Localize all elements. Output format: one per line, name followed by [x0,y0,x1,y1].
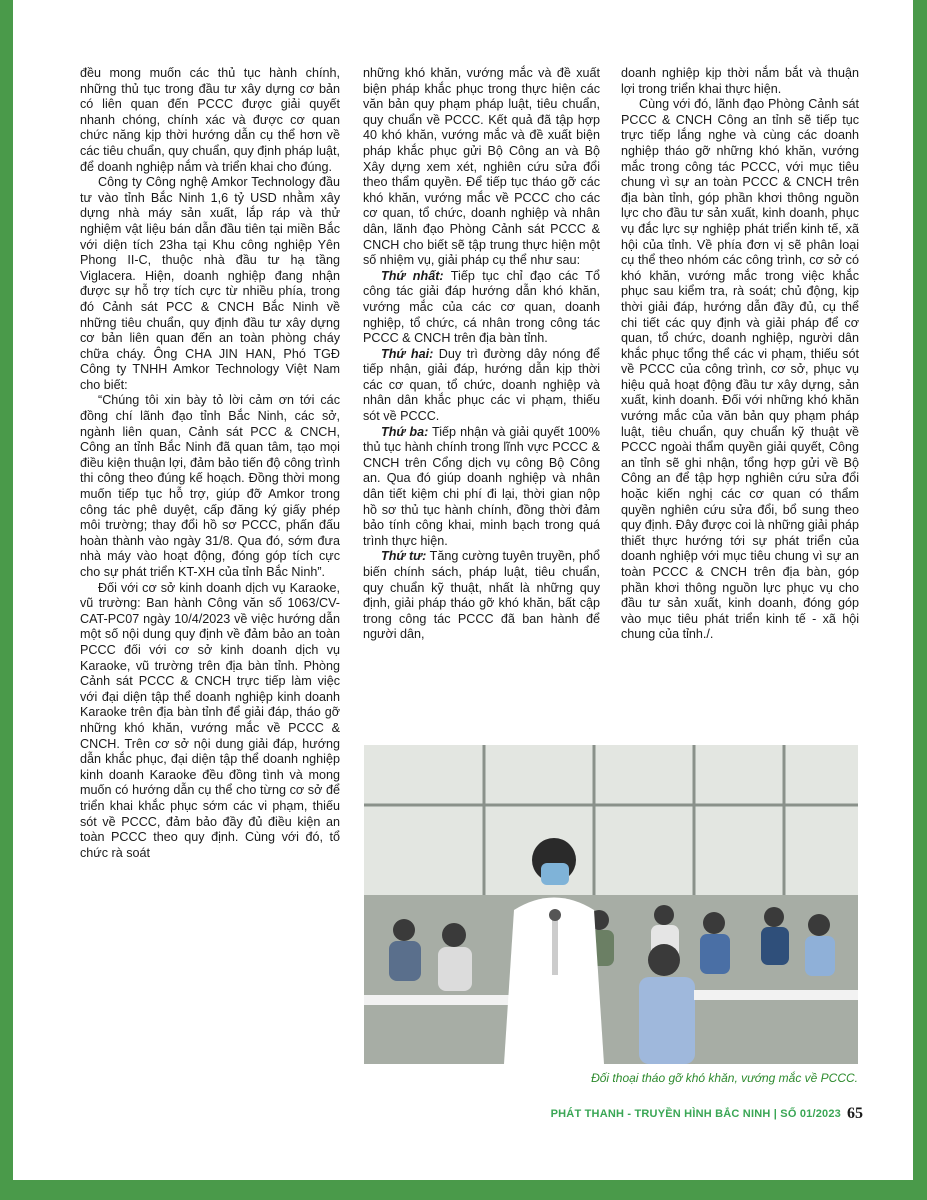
list-item [363,347,600,425]
text-column-1 [80,66,340,861]
list-item [363,425,600,550]
list-lead: Thứ ba: [381,424,429,439]
quote-paragraph: “Chúng tôi xin bày tỏ lời cảm ơn tới các đồng chí lãnh đạo tỉnh Bắc Ninh, các sở, ngành liên quan, Cảnh sát PCC & CNCH, Công an tỉnh Bắc Ninh đã quan tâm, tạo mọi điều kiện thuận lợi, đảm bảo tiến độ công trình thi công theo đúng kế hoạch. Đồng thời mong muốn tiếp tục hỗ trợ, giúp đỡ Amkor trong công tác phê duyệt, cấp đăng ký giấy phép môi trường; thay đổi hồ sơ PCCC, phấn đấu hoàn thành vào ngày 31/8. Qua đó, sớm đưa nhà máy vào hoạt động, đóng góp tích cực cho sự phát triển KT-XH của tỉnh Bắc Ninh”. [80,393,340,579]
list-text: Tăng cường tuyên truyền, phổ biến chính sách, pháp luật, tiêu chuẩn, quy chuẩn kỹ thuật, nhất là những quy định, giải pháp tháo gỡ khó khăn, bất cập trong công tác PCCC đã ban hành để người dân, [363,549,600,642]
list-lead: Thứ tư: [381,549,427,564]
text-column-3 [621,66,859,643]
meeting-photo-illustration [364,745,858,1064]
list-item [363,549,600,643]
page-footer [550,1102,863,1126]
paragraph: những khó khăn, vướng mắc và đề xuất biện pháp khắc phục trong thực hiện các văn bản quy phạm pháp luật, tiêu chuẩn, quy chuẩn về PCCC. Kết quả đã tập hợp 40 khó khăn, vướng mắc và đề xuất biện pháp khắc phục gửi Bộ Công an và Bộ Xây dựng xem xét, nghiên cứu sửa đổi theo thẩm quyền. Để tiếp tục tháo gỡ các khó khăn, vướng mắc về PCCC cho các cơ quan, tổ chức, doanh nghiệp và nhân dân, lãnh đạo Phòng Cảnh sát PCCC & CNCH cho biết sẽ tập trung thực hiện một số nhiệm vụ, giải pháp cụ thể như sau: [363,66,600,268]
paragraph: Công ty Công nghệ Amkor Technology đầu tư vào tỉnh Bắc Ninh 1,6 tỷ USD nhằm xây dựng nhà máy sản xuất, lắp ráp và thử nghiệm vật liệu bán dẫn đầu tiên tại miền Bắc với diện tích 23ha tại Khu công nghiệp Yên Phong II-C, thuộc nhà đầu tư hạ tầng Viglacera. Hiện, doanh nghiệp đang nhận được sự hỗ trợ tích cực từ nhiều phía, trong đó Cảnh sát PCC & CNCH Bắc Ninh về những tiêu chuẩn, quy định đầu tư xây dựng cơ bản liên quan đến an toàn phòng cháy chữa cháy. Ông CHA JIN HAN, Phó TGĐ Công ty TNHH Amkor Technology Việt Nam cho biết: [80,175,340,392]
list-lead: Thứ nhất: [381,268,444,283]
publication-name: PHÁT THANH - TRUYỀN HÌNH BẮC NINH | SỐ 01/2023 [550,1108,841,1120]
paragraph: doanh nghiệp kịp thời nắm bắt và thuận lợi trong triển khai thực hiện. [621,66,859,96]
meeting-photo [364,745,858,1064]
paragraph: đều mong muốn các thủ tục hành chính, những thủ tục trong đầu tư xây dựng cơ bản có liên quan đến PCCC được giải quyết nhanh chóng, chính xác và được cơ quan chức năng kịp thời hướng dẫn cụ thể hơn về các tiêu chuẩn, quy chuẩn, quy định pháp luật, để doanh nghiệp nắm và triển khai cho đúng. [80,66,340,174]
paragraph: Đối với cơ sở kinh doanh dịch vụ Karaoke, vũ trường: Ban hành Công văn số 1063/CV-CAT-PC07 ngày 10/4/2023 về việc hướng dẫn một số nội dung quy định về đảm bảo an toàn PCCC đối với cơ sở kinh doanh dịch vụ Karaoke, vũ trường trên địa bàn tỉnh. Phòng Cảnh sát PCCC & CNCH trực tiếp làm việc với đại diện tập thể doanh nghiệp kinh doanh Karaoke trên địa bàn tỉnh để giải đáp, tháo gỡ những khó khăn, vướng mắc về PCCC & CNCH. Trên cơ sở nội dung giải đáp, hướng dẫn khắc phục, đại diện tập thể doanh nghiệp kinh doanh Karaoke đều đồng tình và mong muốn có hướng dẫn cụ thể cho từng cơ sở để triển khai khắc phục sớm các vi phạm, thiếu sót về PCCC, đảm bảo đầy đủ điều kiện an toàn PCCC theo quy định. Cùng với đó, tổ chức rà soát [80,580,340,860]
list-text: Duy trì đường dây nóng để tiếp nhận, giải đáp, hướng dẫn kịp thời các cơ quan, tổ chức, doanh nghiệp và nhân dân khắc phục các vi phạm, thiếu sót về PCCC. [363,346,600,424]
magazine-page [13,0,913,1180]
list-lead: Thứ hai: [381,346,434,361]
list-text: Tiếp tục chỉ đạo các Tổ công tác giải đáp hướng dẫn khó khăn, vướng mắc của các cơ quan, doanh nghiệp, tổ chức, cá nhân trong công tác PCCC & CNCH trên địa bàn tỉnh. [363,268,600,346]
paragraph: Cùng với đó, lãnh đạo Phòng Cảnh sát PCCC & CNCH Công an tỉnh sẽ tiếp tục trực tiếp lắng nghe và cùng các doanh nghiệp tháo gỡ những khó khăn, vướng mắc trong công tác PCCC, với mục tiêu chung vì sự an toàn PCCC & CNCH trên địa bàn tỉnh, góp phần khơi thông nguồn lực cho đầu tư sản xuất, kinh doanh, phục vụ đắc lực sự nghiệp phát triển kinh tế, xã hội của tỉnh. Về phía đơn vị sẽ phân loại cụ thể theo nhóm các công trình, cơ sở có khó khăn, vướng mắc trong việc khắc phục sau kiểm tra, rà soát; chủ động, kịp thời giải đáp, hướng dẫn đầy đủ, cụ thể chi tiết các quy định và giải pháp để cơ quan, tổ chức, doanh nghiệp, người dân khắc phục tổng thể các vi phạm, thiếu sót về PCCC của công trình, cơ sở, phục vụ hiệu quả hoạt động đầu tư xây dựng, sản xuất, kinh doanh. Đối với những khó khăn vướng mắc của văn bản quy phạm pháp luật, tiêu chuẩn, quy chuẩn kỹ thuật về PCCC ngoài thẩm quyền giải quyết, Công an tỉnh sẽ ghi nhận, tổng hợp gửi về Bộ Công an để tập hợp nghiên cứu sửa đổi hoặc kiến nghị các cơ quan có thẩm quyền nghiên cứu sửa đổi, bổ sung theo quy định. Đây được coi là những giải pháp thiết thực hướng tới sự phát triển của doanh nghiệp với mục tiêu chung vì sự an toàn PCCC & CNCH trên địa bàn, góp phần khơi thông nguồn lực phục vụ cho đầu tư sản xuất, kinh doanh, đóng góp vào mục tiêu phát triển kinh tế - xã hội chung của tỉnh./. [621,97,859,642]
list-text: Tiếp nhận và giải quyết 100% thủ tục hành chính trong lĩnh vực PCCC & CNCH trên Cổng dịch vụ công Bộ Công an. Qua đó giúp doanh nghiệp và nhân dân tiết kiệm chi phí đi lại, thời gian nộp hồ sơ thủ tục hành chính, đồng thời đảm bảo tính công khai, minh bạch trong quá trình thực hiện. [363,424,600,548]
text-column-2 [363,66,600,643]
photo-caption: Đối thoại tháo gỡ khó khăn, vướng mắc về PCCC. [591,1071,858,1085]
page-number: 65 [847,1105,863,1122]
list-item [363,269,600,347]
